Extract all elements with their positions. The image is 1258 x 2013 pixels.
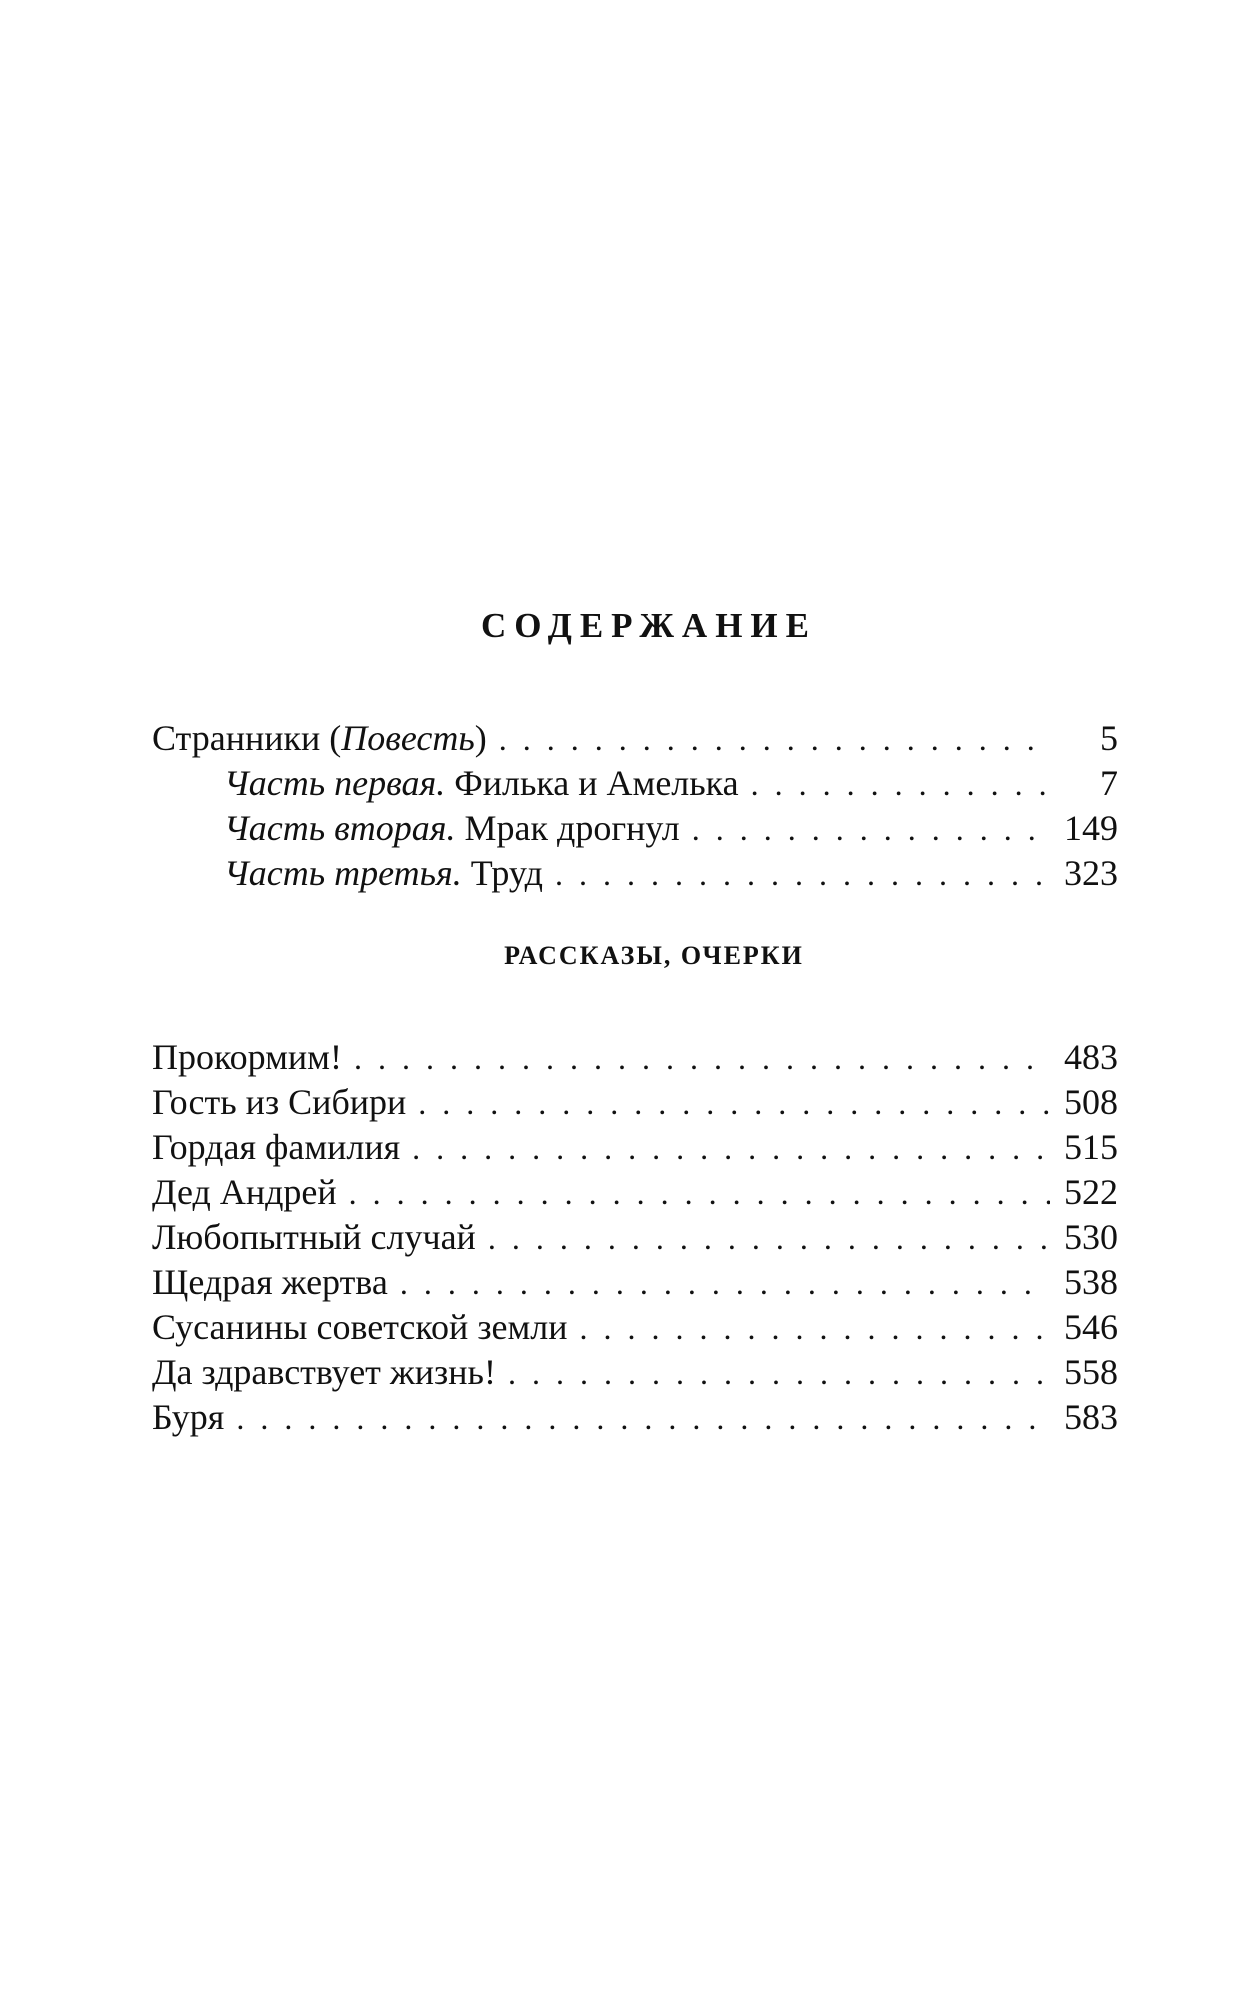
toc-entry-page: 538 — [1064, 1262, 1118, 1302]
toc-entry-page: 546 — [1064, 1307, 1118, 1347]
toc-entry[interactable] — [152, 1395, 1118, 1440]
toc-subentry[interactable] — [152, 806, 1118, 851]
toc-entry[interactable] — [152, 1080, 1118, 1125]
toc-stories — [152, 1035, 1118, 1440]
toc-entry-title: Да здравствует жизнь! — [152, 1352, 496, 1392]
toc-entry[interactable] — [152, 1305, 1118, 1350]
dot-leader — [337, 1171, 1050, 1216]
toc-entry-title: Часть вторая. Мрак дрогнул — [224, 808, 680, 848]
dot-leader — [487, 717, 1050, 762]
toc-entry-title: Часть третья. Труд — [224, 853, 543, 893]
toc-entry-page: 583 — [1064, 1397, 1118, 1437]
dot-leader — [739, 762, 1050, 807]
toc-entry[interactable] — [152, 1350, 1118, 1395]
dot-leader — [400, 1126, 1050, 1171]
page-title: СОДЕРЖАНИЕ — [480, 606, 817, 645]
toc-subentry[interactable] — [152, 761, 1118, 806]
toc-entry[interactable] — [152, 1215, 1118, 1260]
toc-entry[interactable] — [152, 1125, 1118, 1170]
toc-entry[interactable] — [152, 1260, 1118, 1305]
toc-entry-title: Гость из Сибири — [152, 1082, 407, 1122]
dot-leader — [388, 1261, 1050, 1306]
dot-leader — [224, 1396, 1050, 1441]
dot-leader — [568, 1306, 1050, 1351]
toc-entry-page: 508 — [1064, 1082, 1118, 1122]
section-title: РАССКАЗЫ, ОЧЕРКИ — [504, 941, 804, 970]
toc-entry-page: 530 — [1064, 1217, 1118, 1257]
toc-entry-title: Странники (Повесть) — [152, 718, 487, 758]
toc-entry-page: 323 — [1064, 853, 1118, 893]
toc-entry-page: 5 — [1100, 718, 1118, 758]
toc-entry-title: Прокормим! — [152, 1037, 342, 1077]
toc-entry[interactable] — [152, 1035, 1118, 1080]
dot-leader — [476, 1216, 1050, 1261]
dot-leader — [406, 1081, 1050, 1126]
dot-leader — [680, 807, 1050, 852]
toc-entry-title: Буря — [152, 1397, 225, 1437]
toc-entry-title: Дед Андрей — [152, 1172, 337, 1212]
toc-entry[interactable] — [152, 1170, 1118, 1215]
toc-subentry[interactable] — [152, 851, 1118, 896]
toc-entry-page: 522 — [1064, 1172, 1118, 1212]
toc-entry-title: Часть первая. Филька и Амелька — [224, 763, 739, 803]
toc-main — [152, 716, 1118, 896]
toc-entry-page: 7 — [1100, 763, 1118, 803]
toc-entry-page: 515 — [1064, 1127, 1118, 1167]
toc-entry-title: Щедрая жертва — [152, 1262, 388, 1302]
toc-entry-page: 149 — [1064, 808, 1118, 848]
toc-entry[interactable] — [152, 716, 1118, 761]
toc-entry-title: Сусанины советской земли — [152, 1307, 568, 1347]
dot-leader — [342, 1036, 1050, 1081]
toc-entry-title: Любопытный случай — [152, 1217, 476, 1257]
toc-entry-title: Гордая фамилия — [152, 1127, 401, 1167]
dot-leader — [543, 852, 1050, 897]
toc-entry-page: 558 — [1064, 1352, 1118, 1392]
toc-entry-page: 483 — [1064, 1037, 1118, 1077]
dot-leader — [496, 1351, 1050, 1396]
